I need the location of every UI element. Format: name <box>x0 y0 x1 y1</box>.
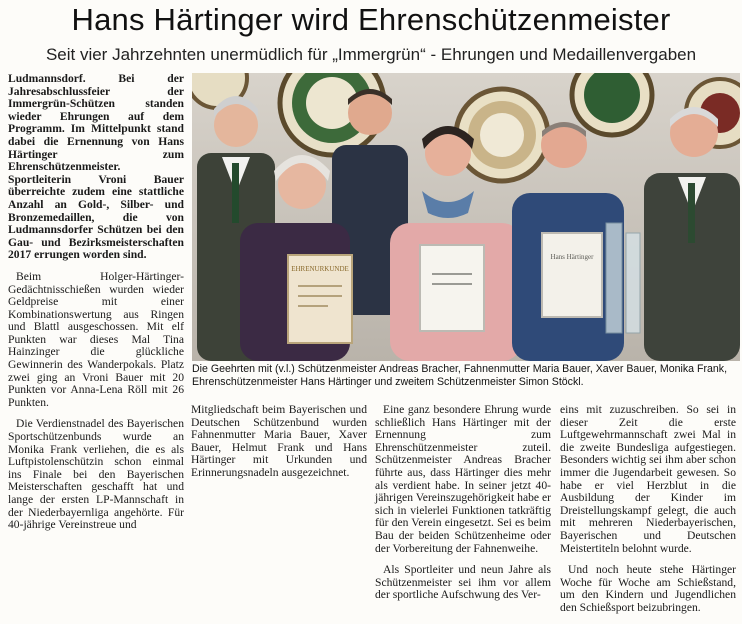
text-column-4 <box>560 404 736 624</box>
article-headline: Hans Härtinger wird Ehrenschützenmeister <box>71 2 671 37</box>
body-paragraph: Eine ganz besondere Ehrung wurde schließlich Hans Härtinger mit der Ernennung zum Ehrenschützenmeister zuteil. Schützenmeister Andreas Bracher führte aus, dass Härtinger dies mehr als verdient habe. In seiner jetzt 40-jährigen Vereinszugehörigkeit habe er sich in vielerlei Funktionen tatkräftig für den Verein eingesetzt. Sei es beim Bau der beiden Schützenheime oder der Vorbereitung der Fahnenweihe. <box>375 403 551 555</box>
photo-caption: Die Geehrten mit (v.l.) Schützenmeister Andreas Bracher, Fahnenmutter Maria Bauer, Xaver Bauer, Monika Frank, Ehrenschützenmeister Hans Härtinger und zweitem Schützenmeister Simon Stöckl. <box>192 363 728 388</box>
text-column-3 <box>375 404 551 611</box>
body-paragraph: Mitgliedschaft beim Bayerischen und Deutschen Schützenbund wurden Fahnenmutter Maria Bauer, Xaver Bauer, Helmut Frank und Hans Härtinger mit Urkunden und Erinnerungsnadeln ausgezeichnet. <box>191 403 367 479</box>
body-paragraph: Beim Holger-Härtinger-Gedächtnisschießen wurden wieder Geldpreise mit einer Kombinationswertung aus Ringen und Blattl ausgeschossen. Mit elf Punkten war dieses Mal Tina Hainzinger die glückliche Gewinnerin des Wanderpokals. Platz zwei ging an Vroni Bauer mit 20 Punkten vor Anna-Lena Röll mit 26 Punkten. <box>8 269 184 409</box>
lead-paragraph: Ludmannsdorf. Bei der Jahresabschlussfeier der Immergrün-Schützen standen wieder Ehrungen auf dem Programm. Im Mittelpunkt stand dabei die Ernennung von Hans Härtinger zum Ehrenschützenmeister. Sportleiterin Vroni Bauer überreichte zudem eine stattliche Anzahl an Gold-, Silber- und Bronzemedaillen, die von Ludmannsdorfer Schützen bei den Gau- und Bezirksmeisterschaften 2017 errungen worden sind. <box>8 72 184 262</box>
text-column-2 <box>191 404 367 489</box>
group-photo-illustration <box>192 73 740 361</box>
group-photo <box>192 73 740 361</box>
certificate-title: EHRENURKUNDE <box>291 265 349 273</box>
body-paragraph: Die Verdienstnadel des Bayerischen Sportschützenbunds wurde an Monika Frank verliehen, die es als Luftpistolenschützin schon einmal ins Finale bei den Bayerischen Meisterschaften geschafft hat und lange der ersten LP-Mannschaft in der Niederbayernliga angehörte. Für 40-jährige Vereinstreue und <box>8 417 184 532</box>
body-paragraph: Und noch heute stehe Härtinger Woche für Woche am Schießstand, um den Kindern und Jugendlichen den Schießsport beizubringen. <box>560 563 736 614</box>
body-paragraph: Als Sportleiter und neun Jahre als Schützenmeister sei ihm vor allem der sportliche Aufschwung des Ver- <box>375 563 551 602</box>
body-paragraph: eins mit zuzuschreiben. So sei in dieser Zeit die erste Luftgewehrmannschaft zwei Mal in die zweite Bundesliga aufgestiegen. Besonders wichtig sei ihm aber schon immer die Jugendarbeit gewesen. So habe er viel Herzblut in die Ausbildung der Kinder im Dreistellungskampf gelegt, die auch mit mehreren Niederbayerischen, Bayerischen und Deutschen Meistertiteln belohnt wurde. <box>560 403 736 555</box>
article-subheadline: Seit vier Jahrzehnten unermüdlich für „Immergrün“ - Ehrungen und Medaillenvergaben <box>45 45 697 64</box>
certificate-name: Hans Härtinger <box>550 253 594 261</box>
text-column-1 <box>8 73 184 541</box>
